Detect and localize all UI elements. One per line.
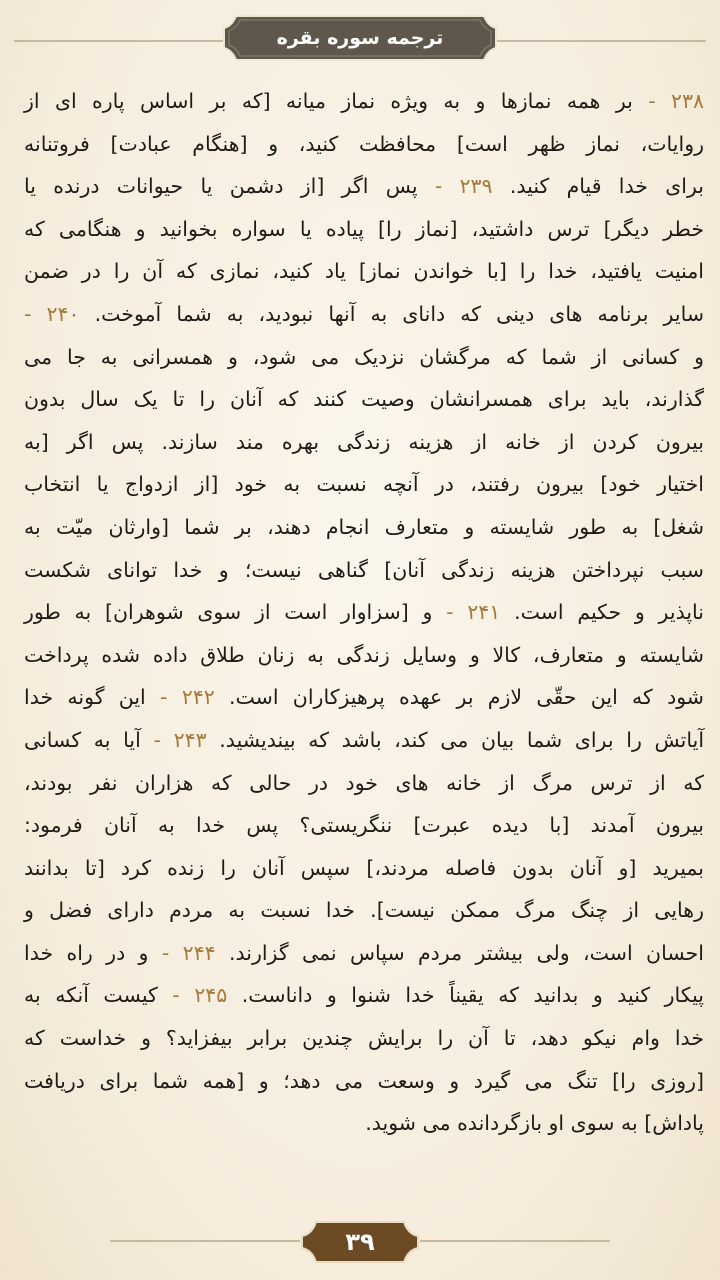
- verse-text: خدا وام نیکو دهد، تا آن را برایش چندین برابر بیفزاید؟ و خداست که: [24, 1026, 704, 1051]
- footer-divider-right: [420, 1240, 610, 1242]
- verse-number: ۲۴۱ -: [432, 600, 501, 625]
- verse-text: گذارند، باید برای همسرانشان وصیت کنند که آنان را تا یک سال بدون: [24, 387, 704, 412]
- verse-text: سایر برنامه های دینی که دانای به آنها نبودید، به شما آموخت.: [79, 301, 704, 326]
- header-divider-left: [14, 40, 224, 42]
- verse-text: شود که این حقّی لازم بر عهده پرهیزکاران است.: [214, 685, 704, 710]
- text-line: [24, 80, 704, 123]
- text-line: [24, 804, 704, 847]
- verse-text: این گونه خدا: [24, 685, 146, 710]
- text-line: [24, 208, 704, 251]
- verse-text: آیا به کسانی: [24, 727, 141, 752]
- text-line: [24, 932, 704, 975]
- header-divider-right: [496, 40, 706, 42]
- verse-text: اختیار خود] بیرون رفتند، در آنچه نسبت به خود [از ازدواج یا انتخاب: [24, 472, 704, 497]
- verse-text: شغل] به طور شایسته و متعارف انجام دهند، بر شما [وارثان میّت به: [24, 514, 704, 539]
- text-line: [24, 123, 704, 166]
- text-line: [24, 591, 704, 634]
- verse-text: و کسانی از شما که مرگشان نزدیک می شود، و همسرانی به جا می: [24, 344, 704, 369]
- verse-text: بیرون آمدند [با دیده عبرت] ننگریستی؟ پس خدا به آنان فرمود:: [24, 813, 704, 838]
- text-line: [24, 1060, 704, 1103]
- verse-text: بیرون کردن از خانه از هزینه زندگی بهره مند سازند. پس اگر [به: [24, 429, 704, 454]
- text-line: [24, 1017, 704, 1060]
- verse-number: ۲۴۰ -: [24, 301, 80, 326]
- text-line: [24, 421, 704, 464]
- text-line: [24, 165, 704, 208]
- page-number-badge: [300, 1220, 420, 1264]
- verse-number: ۲۴۵ -: [157, 983, 228, 1008]
- verse-text: و در راه خدا: [24, 940, 149, 965]
- text-line: [24, 378, 704, 421]
- verse-text: پیکار کنید و بدانید که یقیناً خدا شنوا و داناست.: [227, 983, 705, 1008]
- verse-text: ناپذیر و حکیم است.: [500, 600, 704, 625]
- verse-number: ۲۴۲ -: [145, 685, 215, 710]
- page-number: ۳۹: [345, 1228, 375, 1256]
- verse-text: شایسته و متعارف، کالا و وسایل زندگی به زنان طلاق داده شده پرداخت: [24, 642, 704, 667]
- verse-text: که از ترس مرگ از خانه های خود در حالی که هزاران نفر بودند،: [24, 770, 704, 795]
- text-line: [24, 463, 704, 506]
- text-line: [24, 1102, 704, 1145]
- surah-title: ترجمه سوره بقره: [276, 27, 444, 49]
- verse-text: سبب نپرداختن هزینه زندگی آنان] گناهی نیست؛ و خدا توانای شکست: [24, 557, 704, 582]
- verse-text: خطر دیگر] ترس داشتید، [نماز را] پیاده یا سواره بخوانید و هنگامی که: [24, 216, 704, 241]
- verse-text: پاداش] به سوی او بازگردانده می شوید.: [365, 1111, 704, 1136]
- text-line: [24, 634, 704, 677]
- text-line: [24, 549, 704, 592]
- verse-number: ۲۴۳ -: [140, 727, 207, 752]
- verse-text: و [سزاوار است از سوی شوهران] به طور: [24, 600, 433, 625]
- verse-text: امنیت یافتید، خدا را [با خواندن نماز] یاد کنید، نمازی که آن را در ضمن: [24, 259, 704, 284]
- footer-divider-left: [110, 1240, 300, 1242]
- verse-number: ۲۴۴ -: [148, 940, 216, 965]
- text-line: [24, 250, 704, 293]
- verse-text: رهایی از چنگ مرگ ممکن نیست]. خدا نسبت به مردم دارای فضل و: [24, 898, 704, 923]
- text-line: [24, 847, 704, 890]
- verse-text: [روزی را] تنگ می گیرد و وسعت می دهد؛ و [همه شما برای دریافت: [24, 1068, 704, 1093]
- verse-text: بر همه نمازها و به ویژه نماز میانه [که بر اساس پاره ای از: [24, 89, 633, 113]
- verse-text: احسان است، ولی بیشتر مردم سپاس نمی گزارند.: [215, 940, 704, 965]
- text-line: [24, 974, 704, 1017]
- verse-text: روایات، نماز ظهر است] محافظت کنید، و [هنگام عبادت] فروتنانه: [24, 131, 704, 156]
- translation-text: [24, 80, 704, 1145]
- verse-text: پس اگر [از دشمن یا حیوانات درنده یا: [24, 174, 418, 199]
- verse-text: کیست آنکه به: [24, 983, 158, 1008]
- text-line: [24, 506, 704, 549]
- text-line: [24, 336, 704, 379]
- text-line: [24, 719, 704, 762]
- verse-text: برای خدا قیام کنید.: [492, 174, 704, 199]
- verse-text: آیاتش را برای شما بیان می کند، باشد که بیندیشید.: [206, 727, 705, 752]
- text-line: [24, 889, 704, 932]
- header-badge: [222, 14, 498, 62]
- text-line: [24, 293, 704, 336]
- verse-number: ۲۳۹ -: [417, 174, 493, 199]
- text-line: [24, 762, 704, 805]
- verse-number: ۲۳۸ -: [632, 89, 704, 113]
- verse-text: بمیرید [و آنان بدون فاصله مردند،] سپس آنان را زنده کرد [تا بدانند: [24, 855, 704, 880]
- text-line: [24, 676, 704, 719]
